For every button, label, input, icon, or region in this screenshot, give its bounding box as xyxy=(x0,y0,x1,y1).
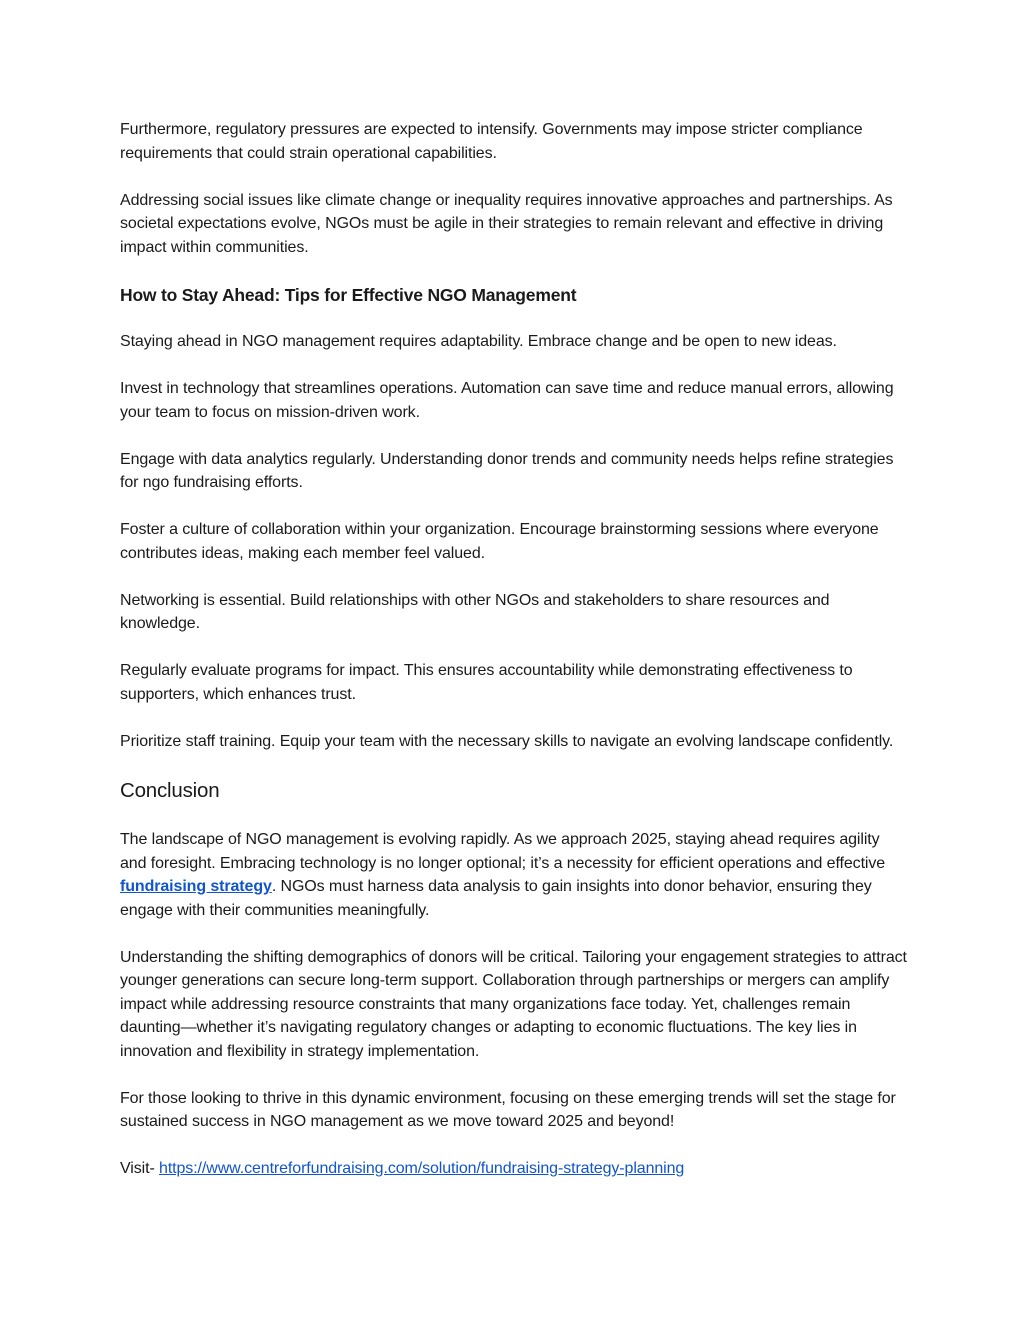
tip-paragraph-networking: Networking is essential. Build relationships with other NGOs and stakeholders to share resources and knowledge. xyxy=(120,591,830,632)
visit-label: Visit- xyxy=(120,1160,160,1177)
tip-paragraph-collaboration: Foster a culture of collaboration within your organization. Encourage brainstorming sessions where everyone contributes ideas, making each member feel valued. xyxy=(120,521,879,562)
tip-paragraph-adaptability: Staying ahead in NGO management requires adaptability. Embrace change and be open to new ideas. xyxy=(120,333,837,350)
visit-line xyxy=(120,1157,910,1181)
tip-paragraph-data-analytics: Engage with data analytics regularly. Understanding donor trends and community needs helps refine strategies for ngo fundraising efforts. xyxy=(120,450,894,491)
tip-paragraph-technology: Invest in technology that streamlines operations. Automation can save time and reduce manual errors, allowing your team to focus on mission-driven work. xyxy=(120,380,894,421)
visit-url-link[interactable]: https://www.centreforfundraising.com/solution/fundraising-strategy-planning xyxy=(159,1160,685,1177)
fundraising-strategy-link[interactable]: fundraising strategy xyxy=(120,878,272,895)
tip-paragraph-training: Prioritize staff training. Equip your team with the necessary skills to navigate an evolving landscape confidently. xyxy=(120,732,894,750)
document-page xyxy=(120,118,910,1181)
conclusion-paragraph-landscape xyxy=(120,828,910,922)
intro-paragraph-regulatory: Furthermore, regulatory pressures are expected to intensify. Governments may impose stricter compliance requirements that could strain operational capabilities. xyxy=(120,121,863,162)
conclusion-paragraph-demographics: Understanding the shifting demographics of donors will be critical. Tailoring your engagement strategies to attract younger generations can secure long-term support. Collaboration through partnerships or mergers can amplify impact while addressing resource constraints that many organizations face today. Yet, challenges remain daunting—whether it’s navigating regulatory changes or adapting to economic fluctuations. The key lies in innovation and flexibility in strategy implementation. xyxy=(120,948,907,1060)
conclusion-heading: Conclusion xyxy=(120,778,220,802)
tip-paragraph-evaluate: Regularly evaluate programs for impact. This ensures accountability while demonstrating effectiveness to supporters, which enhances trust. xyxy=(120,662,853,703)
intro-paragraph-social-issues: Addressing social issues like climate change or inequality requires innovative approaches and partnerships. As societal expectations evolve, NGOs must be agile in their strategies to remain relevant and effective in driving impact within communities. xyxy=(120,191,893,256)
conclusion-text-after-link: . NGOs must harness data analysis to gain insights into donor behavior, ensuring they engage with their communities meaningfully. xyxy=(120,878,872,919)
conclusion-paragraph-thrive: For those looking to thrive in this dynamic environment, focusing on these emerging trends will set the stage for sustained success in NGO management as we move toward 2025 and beyond! xyxy=(120,1089,896,1130)
conclusion-text-before-link: The landscape of NGO management is evolving rapidly. As we approach 2025, staying ahead requires agility and foresight. Embracing technology is no longer optional; it’s a necessity for efficient operations and effective xyxy=(120,831,886,872)
tips-heading: How to Stay Ahead: Tips for Effective NGO Management xyxy=(120,284,577,305)
